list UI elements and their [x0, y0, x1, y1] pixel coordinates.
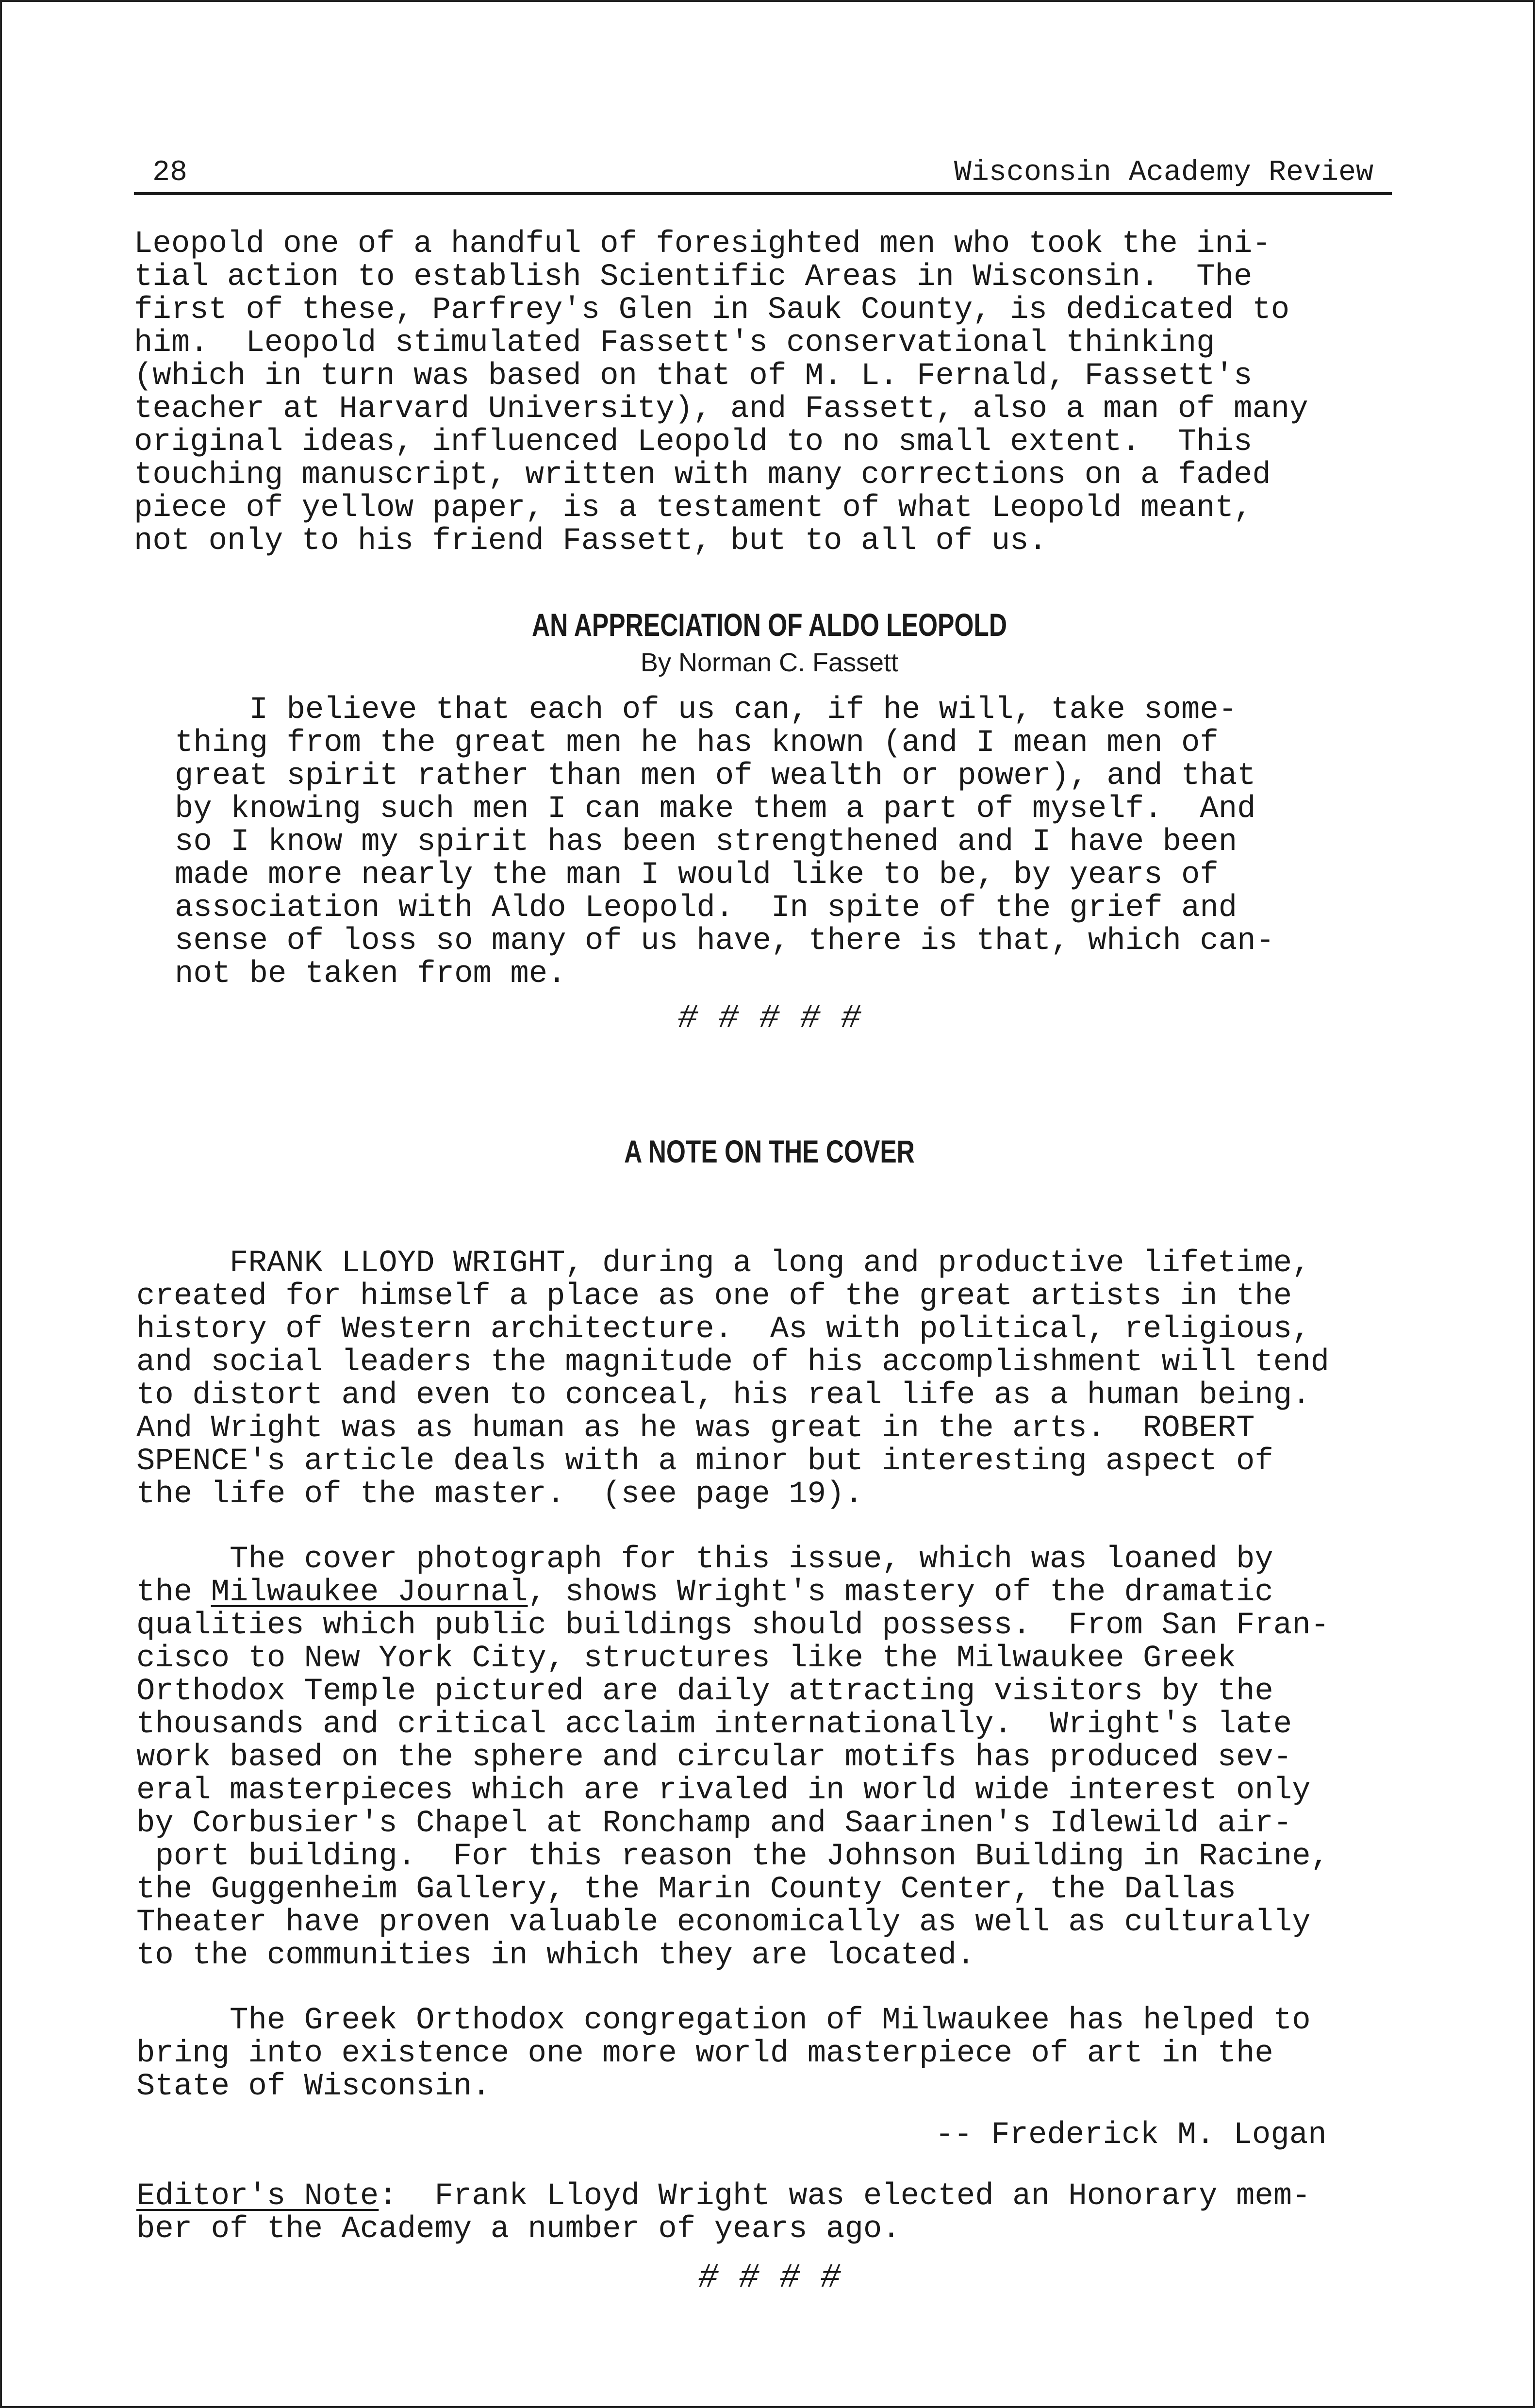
- text-line: great spirit rather than men of wealth or power), and that: [175, 759, 1256, 794]
- text-line: Theater have proven valuable economically as well as culturally: [136, 1905, 1311, 1940]
- text-line: qualities which public buildings should possess. From San Fran-: [136, 1608, 1329, 1643]
- page-number: 28: [152, 156, 188, 189]
- text-line: And Wright was as human as he was great in the arts. ROBERT: [136, 1411, 1255, 1446]
- text-line: first of these, Parfrey's Glen in Sauk County, is dedicated to: [134, 293, 1290, 328]
- text-line: not only to his friend Fassett, but to all of us.: [134, 524, 1047, 559]
- text-line: cisco to New York City, structures like the Milwaukee Greek: [136, 1641, 1236, 1676]
- cover-note-title: A NOTE ON THE COVER: [624, 1133, 915, 1169]
- text-line: eral masterpieces which are rivaled in world wide interest only: [136, 1773, 1311, 1808]
- text-line: touching manuscript, written with many corrections on a faded: [134, 458, 1271, 493]
- text-line: thing from the great men he has known (and I mean men of: [175, 726, 1219, 761]
- text-line: State of Wisconsin.: [136, 2069, 491, 2104]
- text-line: SPENCE's article deals with a minor but interesting aspect of: [136, 1444, 1273, 1479]
- journal-title: Wisconsin Academy Review: [954, 156, 1373, 189]
- text-line: by Corbusier's Chapel at Ronchamp and Saarinen's Idlewild air-: [136, 1806, 1292, 1841]
- text-line: the Guggenheim Gallery, the Marin County Center, the Dallas: [136, 1872, 1236, 1907]
- text-line: port building. For this reason the Johnson Building in Racine,: [136, 1839, 1329, 1874]
- text-line: piece of yellow paper, is a testament of what Leopold meant,: [134, 491, 1253, 526]
- text-line: ber of the Academy a number of years ago.: [136, 2212, 901, 2247]
- text-line: by knowing such men I can make them a part of myself. And: [175, 792, 1256, 827]
- text-line: bring into existence one more world masterpiece of art in the: [136, 2036, 1273, 2071]
- text-line: Orthodox Temple pictured are daily attracting visitors by the: [136, 1674, 1273, 1709]
- text-line: made more nearly the man I would like to be, by years of: [175, 858, 1219, 893]
- text-line: him. Leopold stimulated Fassett's conservational thinking: [134, 326, 1215, 361]
- text-fragment: the: [136, 1575, 211, 1610]
- text-fragment: : Frank Lloyd Wright was elected an Honorary mem-: [379, 2179, 1311, 2214]
- editors-note-label: Editor's Note: [136, 2179, 379, 2214]
- text-line: the life of the master. (see page 19).: [136, 1477, 863, 1512]
- text-line: created for himself a place as one of the great artists in the: [136, 1279, 1292, 1314]
- text-line: The Greek Orthodox congregation of Milwaukee has helped to: [136, 2003, 1311, 2038]
- text-line: work based on the sphere and circular motifs has produced sev-: [136, 1740, 1292, 1775]
- text-line: sense of loss so many of us have, there is that, which can-: [175, 924, 1274, 959]
- section-divider: # # # # #: [677, 999, 861, 1038]
- text-line: to the communities in which they are located.: [136, 1938, 975, 1973]
- appreciation-byline: By Norman C. Fassett: [640, 648, 899, 677]
- text-line: not be taken from me.: [175, 957, 566, 992]
- text-line: association with Aldo Leopold. In spite of the grief and: [175, 891, 1238, 926]
- text-line: The cover photograph for this issue, which was loaned by: [136, 1542, 1273, 1577]
- text-line: original ideas, influenced Leopold to no small extent. This: [134, 425, 1253, 460]
- end-divider: # # # #: [698, 2259, 841, 2297]
- text-line: teacher at Harvard University), and Fassett, also a man of many: [134, 392, 1308, 427]
- text-line: history of Western architecture. As with political, religious,: [136, 1312, 1311, 1347]
- text-line: to distort and even to conceal, his real life as a human being.: [136, 1378, 1311, 1413]
- text-line: [136, 2180, 1311, 2213]
- text-line: so I know my spirit has been strengthened and I have been: [175, 825, 1238, 860]
- text-line: [136, 1576, 1273, 1609]
- signature: -- Frederick M. Logan: [935, 2118, 1327, 2153]
- text-line: FRANK LLOYD WRIGHT, during a long and productive lifetime,: [136, 1246, 1311, 1281]
- text-line: tial action to establish Scientific Areas in Wisconsin. The: [134, 260, 1253, 295]
- text-line: thousands and critical acclaim internationally. Wright's late: [136, 1707, 1292, 1742]
- text-fragment: , shows Wright's mastery of the dramatic: [528, 1575, 1273, 1610]
- page-header: [134, 156, 1392, 195]
- text-line: Leopold one of a handful of foresighted men who took the ini-: [134, 227, 1271, 262]
- text-line: I believe that each of us can, if he will, take some-: [175, 693, 1238, 728]
- text-line: and social leaders the magnitude of his accomplishment will tend: [136, 1345, 1329, 1380]
- publication-name: Milwaukee Journal: [211, 1575, 528, 1610]
- text-line: (which in turn was based on that of M. L. Fernald, Fassett's: [134, 359, 1253, 394]
- appreciation-title: AN APPRECIATION OF ALDO LEOPOLD: [531, 607, 1007, 643]
